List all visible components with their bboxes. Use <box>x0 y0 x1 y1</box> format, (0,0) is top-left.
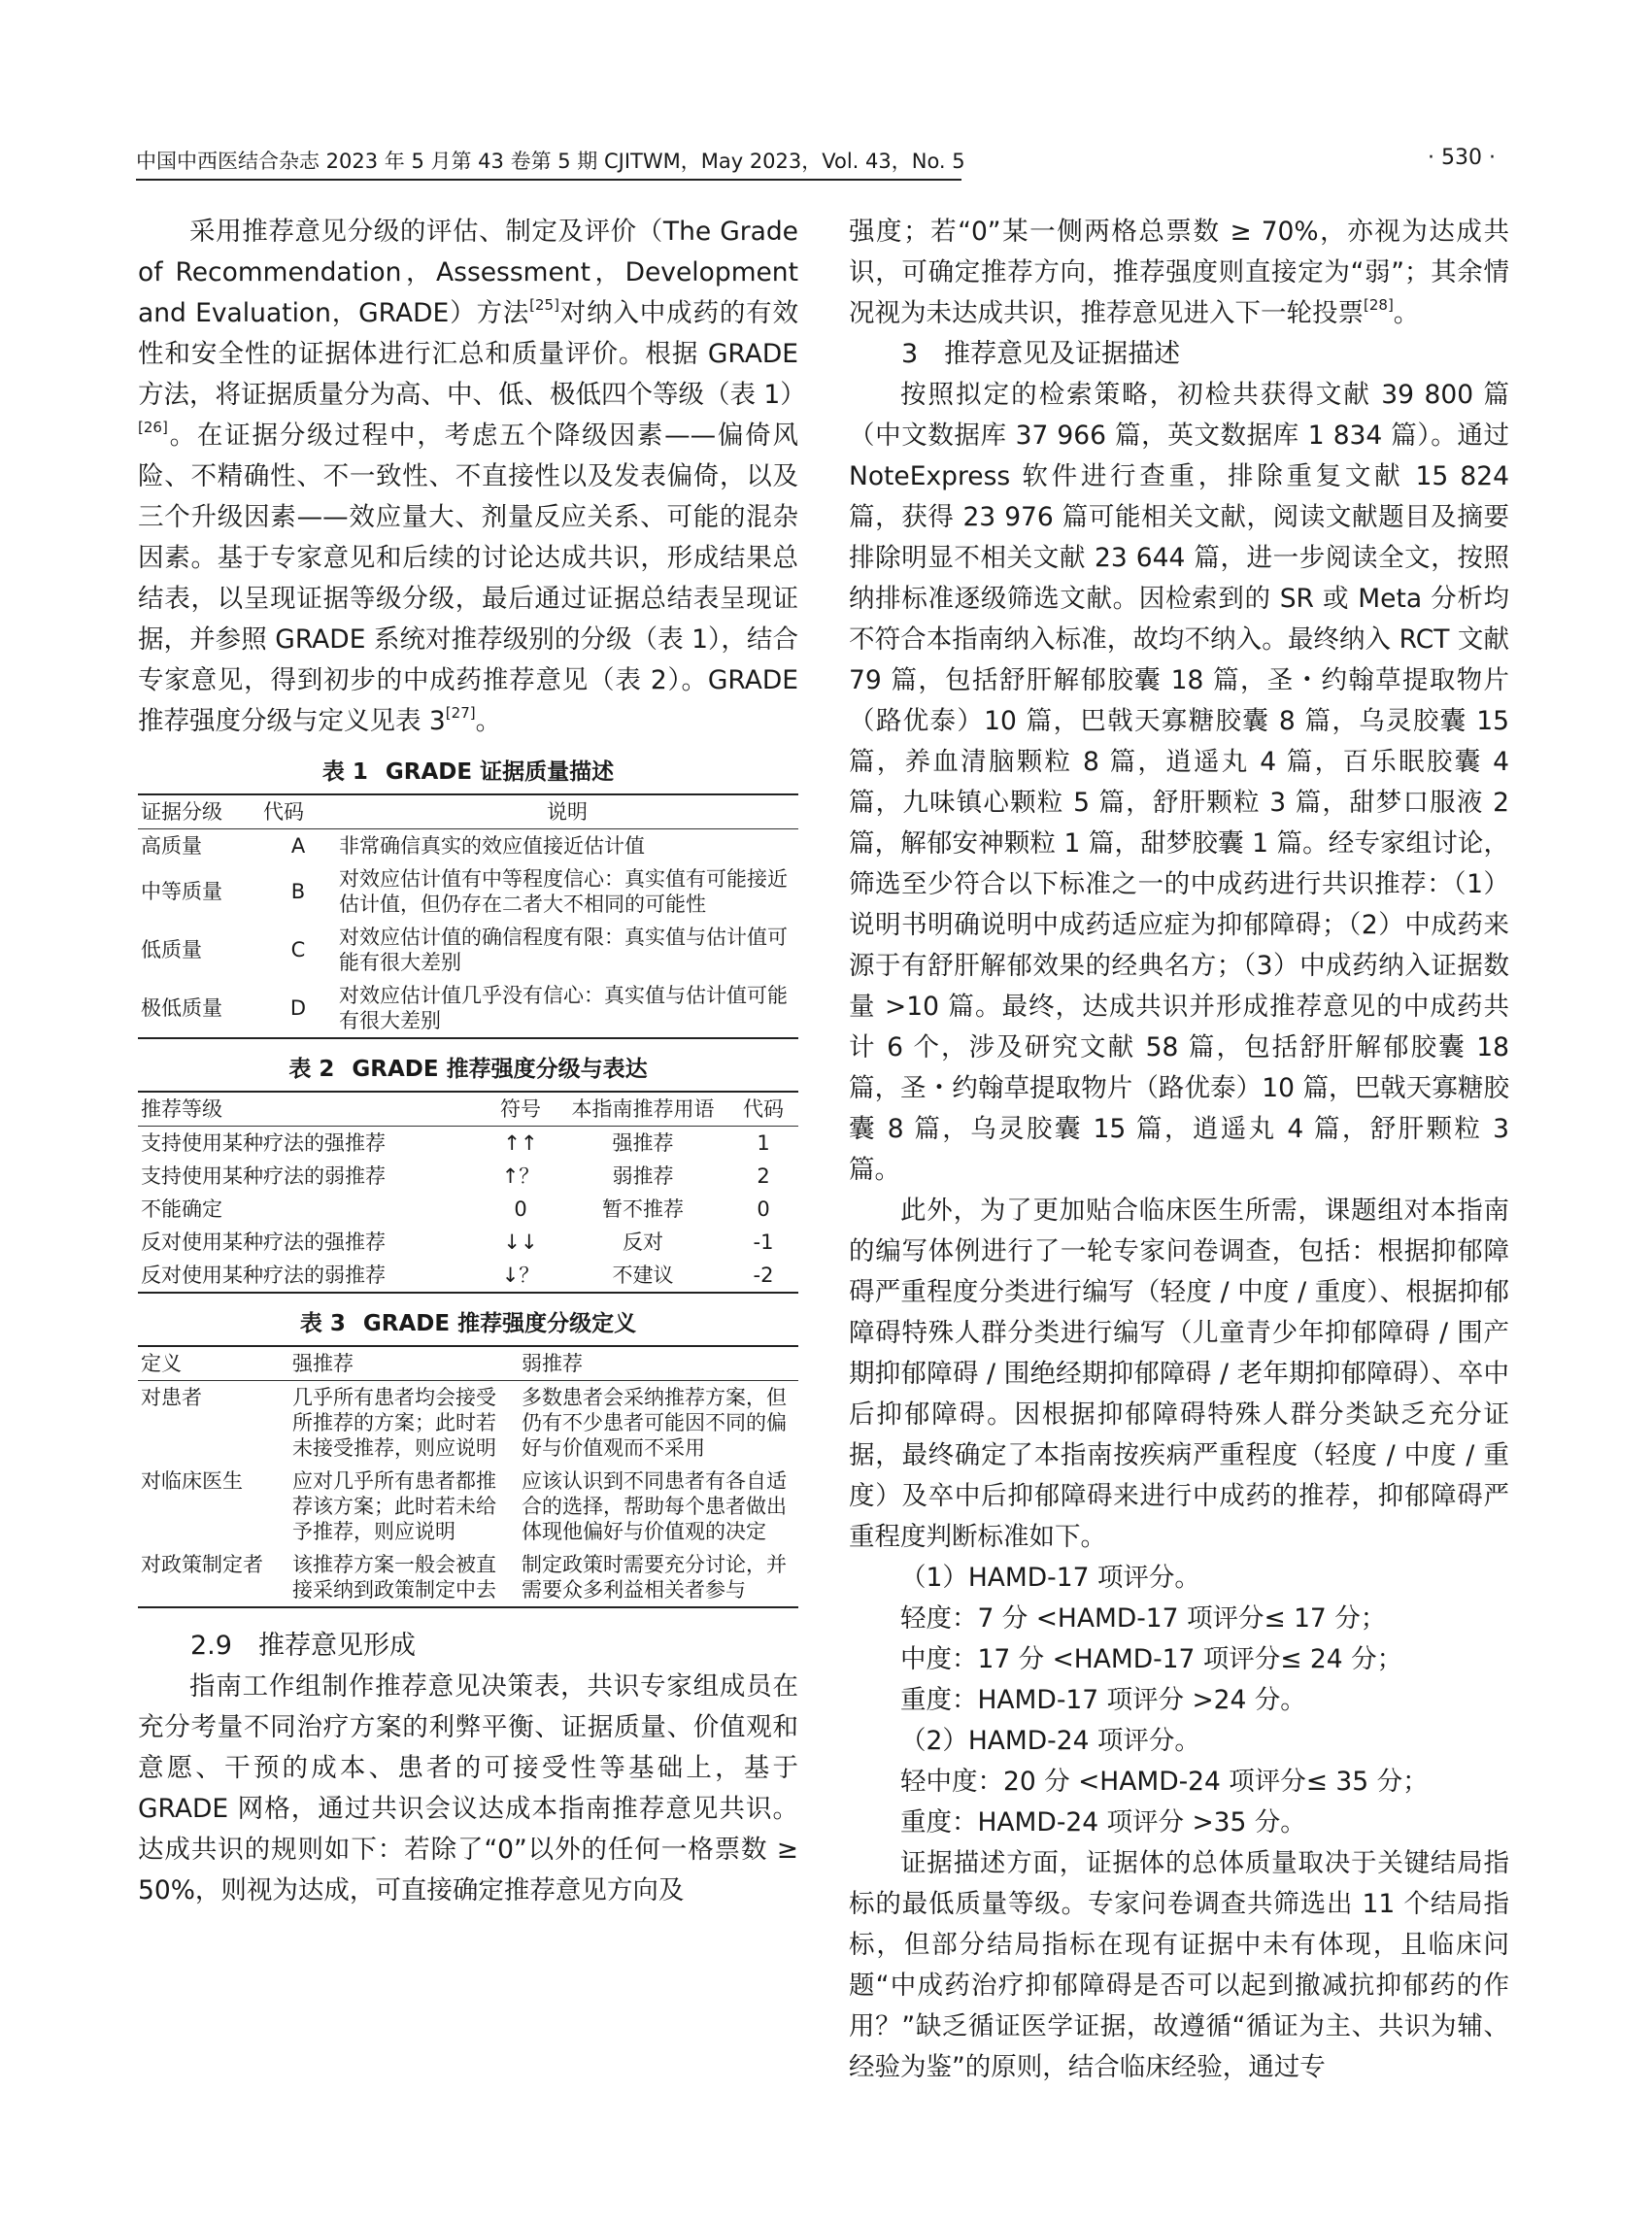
column-header: 弱推荐 <box>519 1346 798 1381</box>
table-evidence-quality <box>138 793 798 1039</box>
table-number: 表 2 <box>288 1057 335 1082</box>
table-cell: D <box>260 979 336 1038</box>
text-span: 采用推荐意见分级的评估、制定及评价（The Grade of Recommendation，Assessment，Development and Evaluation，GRADE）方法 <box>138 217 798 328</box>
table-recommendation-strength <box>138 1091 798 1294</box>
table-row <box>138 921 798 979</box>
severity-item: 轻中度：20 分 <HAMD-24 项评分≤ 35 分； <box>900 1767 1429 1797</box>
table-row <box>138 1160 798 1193</box>
table-cell: 对效应估计值有中等程度信心：真实值有可能接近估计值，但仍存在二者大不相同的可能性 <box>339 867 788 916</box>
table-title: GRADE 推荐强度分级定义 <box>362 1311 637 1336</box>
table-cell: ↓？ <box>484 1259 557 1293</box>
table-row <box>138 1465 798 1548</box>
table-row <box>138 1226 798 1259</box>
column-header: 本指南推荐用语 <box>557 1092 728 1127</box>
column-header: 证据分级 <box>138 794 260 829</box>
table-row <box>138 1127 798 1161</box>
text-span: 。在证据分级过程中，考虑五个降级因素——偏倚风险、不精确性、不一致性、不直接性以及发表偏倚，以及三个升级因素——效应量大、剂量反应关系、可能的混杂因素。基于专家意见和后续的讨论达成共识，形成结果总结表，以呈现证据等级分级，最后通过证据总结表呈现证据，并参照 GRADE 系统对推荐级别的分级（表 1），结合专家意见，得到初步的中成药推荐意见（表 2）。GRADE 推荐强度分级与定义见表 3 <box>138 421 798 736</box>
table-cell: 非常确信真实的效应值接近估计值 <box>339 834 645 858</box>
table-number: 表 1 <box>321 759 368 785</box>
table-cell: 支持使用某种疗法的强推荐 <box>141 1131 386 1155</box>
table-cell: 极低质量 <box>138 979 260 1038</box>
table-cell: 多数患者会采纳推荐方案，但仍有不少患者可能因不同的偏好与价值观而不采用 <box>522 1386 787 1460</box>
column-header: 代码 <box>260 794 336 829</box>
right-column <box>849 212 1509 2088</box>
table-cell: -1 <box>753 1230 774 1254</box>
table-cell: 弱推荐 <box>612 1164 674 1188</box>
table-cell: ↑↑ <box>503 1131 538 1155</box>
text-span: 对纳入中成药的有效性和安全性的证据体进行汇总和质量评价。根据 GRADE 方法，将证据质量分为高、中、低、极低四个等级（表 1） <box>138 298 806 410</box>
table-cell: 该推荐方案一般会被直接采纳到政策制定中去 <box>289 1548 519 1607</box>
table-cell: 支持使用某种疗法的弱推荐 <box>141 1164 386 1188</box>
table-cell: 对患者 <box>141 1386 202 1409</box>
severity-item: 重度：HAMD-17 项评分 >24 分。 <box>900 1685 1306 1715</box>
table-cell: 应该认识到不同患者有各自适合的选择，帮助每个患者做出体现他偏好与价值观的决定 <box>522 1469 787 1543</box>
table-cell: 不能确定 <box>141 1197 222 1221</box>
paragraph-consensus-continued <box>849 212 1509 334</box>
section-heading-2-9: 2.9 推荐意见形成 <box>190 1631 416 1661</box>
table-cell: 对效应估计值的确信程度有限：真实值与估计值可能有很大差别 <box>339 926 788 974</box>
table-strength-definition <box>138 1345 798 1608</box>
header-rule <box>136 179 961 181</box>
paragraph-grade-method <box>138 212 806 742</box>
table-row <box>138 1193 798 1226</box>
section-heading-3: 3 推荐意见及证据描述 <box>901 339 1181 369</box>
table-number: 表 3 <box>299 1311 346 1336</box>
text-span: 强度；若“0”某一侧两格总票数 ≥ 70%，亦视为达成共识，可确定推荐方向，推荐强度则直接定为“弱”；其余情况视为未达成共识，推荐意见进入下一轮投票 <box>849 217 1509 328</box>
table3-caption <box>138 1305 798 1337</box>
citation-ref: [27] <box>445 704 476 723</box>
severity-item: 重度：HAMD-24 项评分 >35 分。 <box>900 1807 1306 1837</box>
paragraph-guideline-format: 此外，为了更加贴合临床医生所需，课题组对本指南的编写体例进行了一轮专家问卷调查，包括：根据抑郁障碍严重程度分类进行编写（轻度 / 中度 / 重度）、根据抑郁障碍特殊人群分类进行编写（儿童青少年抑郁障碍 / 围产期抑郁障碍 / 围绝经期抑郁障碍 / 老年期抑郁障碍）、卒中后抑郁障碍。因根据抑郁障碍特殊人群分类缺乏充分证据，最终确定了本指南按疾病严重程度（轻度 / 中度 / 重度）及卒中后抑郁障碍来进行中成药的推荐，抑郁障碍严重程度判断标准如下。 <box>849 1196 1509 1552</box>
column-header: 定义 <box>138 1346 289 1381</box>
text-span: 。 <box>1393 298 1420 328</box>
table-cell: 反对 <box>623 1230 663 1254</box>
spacer <box>138 1608 798 1626</box>
table-cell: 中等质量 <box>141 880 222 903</box>
table1-caption <box>138 754 798 786</box>
severity-item: 中度：17 分 <HAMD-17 项评分≤ 24 分； <box>900 1644 1403 1674</box>
citation-ref: [28] <box>1364 296 1394 315</box>
column-header: 说明 <box>336 794 798 829</box>
table-cell: 暂不推荐 <box>602 1197 684 1221</box>
column-header: 强推荐 <box>289 1346 519 1381</box>
paragraph-evidence-description: 证据描述方面，证据体的总体质量取决于关键结局指标的最低质量等级。专家问卷调查共筛选出 11 个结局指标，但部分结局指标在现有证据中未有体现，且临床问题“中成药治疗抑郁障碍是否可以起到撤减抗抑郁药的作用？”缺乏循证医学证据，故遵循“循证为主、共识为辅、经验为鉴”的原则，结合临床经验，通过专 <box>849 1848 1509 2082</box>
running-header <box>136 146 1496 181</box>
table-cell: -2 <box>728 1259 798 1293</box>
citation-ref: [26] <box>138 419 168 437</box>
table-cell: 不建议 <box>557 1259 728 1293</box>
paragraph-consensus-rules: 指南工作组制作推荐意见决策表，共识专家组成员在充分考量不同治疗方案的利弊平衡、证据质量、价值观和意愿、干预的成本、患者的可接受性等基础上，基于 GRADE 网格，通过共识会议达成本指南推荐意见共识。达成共识的规则如下：若除了“0”以外的任何一格票数 ≥ 50%，则视为达成，可直接确定推荐意见方向及 <box>138 1671 798 1905</box>
table-row <box>138 979 798 1038</box>
table-cell: 低质量 <box>141 938 202 961</box>
table-cell: 0 <box>757 1197 770 1221</box>
table-cell: B <box>290 880 306 903</box>
severity-item: （2）HAMD-24 项评分。 <box>900 1726 1200 1756</box>
column-header: 代码 <box>728 1092 798 1127</box>
table-cell: 对政策制定者 <box>138 1548 289 1607</box>
table-row <box>138 862 798 921</box>
table-cell: ↑？ <box>501 1164 540 1188</box>
table-cell: 2 <box>757 1164 770 1188</box>
table-title: GRADE 证据质量描述 <box>385 759 615 785</box>
table-cell: A <box>290 834 306 858</box>
table-title: GRADE 推荐强度分级与表达 <box>352 1057 648 1082</box>
journal-citation: 中国中西医结合杂志 2023 年 5 月第 43 卷第 5 期 CJITWM，May 2023，Vol. 43，No. 5 <box>136 150 965 173</box>
table2-caption <box>138 1051 798 1083</box>
table-cell: 对临床医生 <box>141 1469 243 1493</box>
column-header: 推荐等级 <box>138 1092 484 1127</box>
severity-item: 轻度：7 分 <HAMD-17 项评分≤ 17 分； <box>900 1603 1387 1634</box>
page-number: · 530 · <box>1428 146 1496 170</box>
table-row <box>138 1381 798 1466</box>
table-cell: 对效应估计值几乎没有信心：真实值与估计值可能有很大差别 <box>336 979 798 1038</box>
paragraph-literature-search: 按照拟定的检索策略，初检共获得文献 39 800 篇（中文数据库 37 966 篇，英文数据库 1 834 篇）。通过 NoteExpress 软件进行查重，排除重复文献 15 824 篇，获得 23 976 篇可能相关文献，阅读文献题目及摘要排除明显不相关文献 23 644 篇，进一步阅读全文，按照纳排标准逐级筛选文献。因检索到的 SR 或 Meta 分析均不符合本指南纳入标准，故均不纳入。最终纳入 RCT 文献 79 篇，包括舒肝解郁胶囊 18 篇，圣・约翰草提取物片（路优泰）10 篇，巴戟天寡糖胶囊 8 篇，乌灵胶囊 15 篇，养血清脑颗粒 8 篇，逍遥丸 4 篇，百乐眠胶囊 4 篇，九味镇心颗粒 5 篇，舒肝颗粒 3 篇，甜梦口服液 2 篇，解郁安神颗粒 1 篇，甜梦胶囊 1 篇。经专家组讨论，筛选至少符合以下标准之一的中成药进行共识推荐：（1）说明书明确说明中成药适应症为抑郁障碍；（2）中成药来源于有舒肝解郁效果的经典名方；（3）中成药纳入证据数量 >10 篇。最终，达成共识并形成推荐意见的中成药共计 6 个，涉及研究文献 58 篇，包括舒肝解郁胶囊 18 篇，圣・约翰草提取物片（路优泰）10 篇，巴戟天寡糖胶囊 8 篇，乌灵胶囊 15 篇，逍遥丸 4 篇，舒肝颗粒 3 篇。 <box>849 380 1509 1185</box>
table-row <box>138 829 798 863</box>
table-row <box>138 1548 798 1607</box>
table-cell: 反对使用某种疗法的强推荐 <box>141 1230 386 1254</box>
citation-ref: [25] <box>529 296 559 315</box>
table-row <box>138 1259 798 1293</box>
table-cell: 高质量 <box>141 834 202 858</box>
table-cell: 1 <box>757 1131 770 1155</box>
table-cell: 0 <box>514 1197 527 1221</box>
table-cell: C <box>290 938 306 961</box>
severity-item: （1）HAMD-17 项评分。 <box>900 1563 1200 1593</box>
left-column <box>138 212 806 1911</box>
column-header: 符号 <box>484 1092 557 1127</box>
table-cell: ↓↓ <box>503 1230 538 1254</box>
text-span: 。 <box>475 706 502 736</box>
table-cell: 几乎所有患者均会接受所推荐的方案；此时若未接受推荐，则应说明 <box>292 1386 496 1460</box>
table-cell: 强推荐 <box>612 1131 674 1155</box>
table-cell: 应对几乎所有患者都推荐该方案；此时若未给予推荐，则应说明 <box>292 1469 496 1543</box>
table-cell: 反对使用某种疗法的弱推荐 <box>138 1259 484 1293</box>
table-cell: 制定政策时需要充分讨论，并需要众多利益相关者参与 <box>519 1548 798 1607</box>
